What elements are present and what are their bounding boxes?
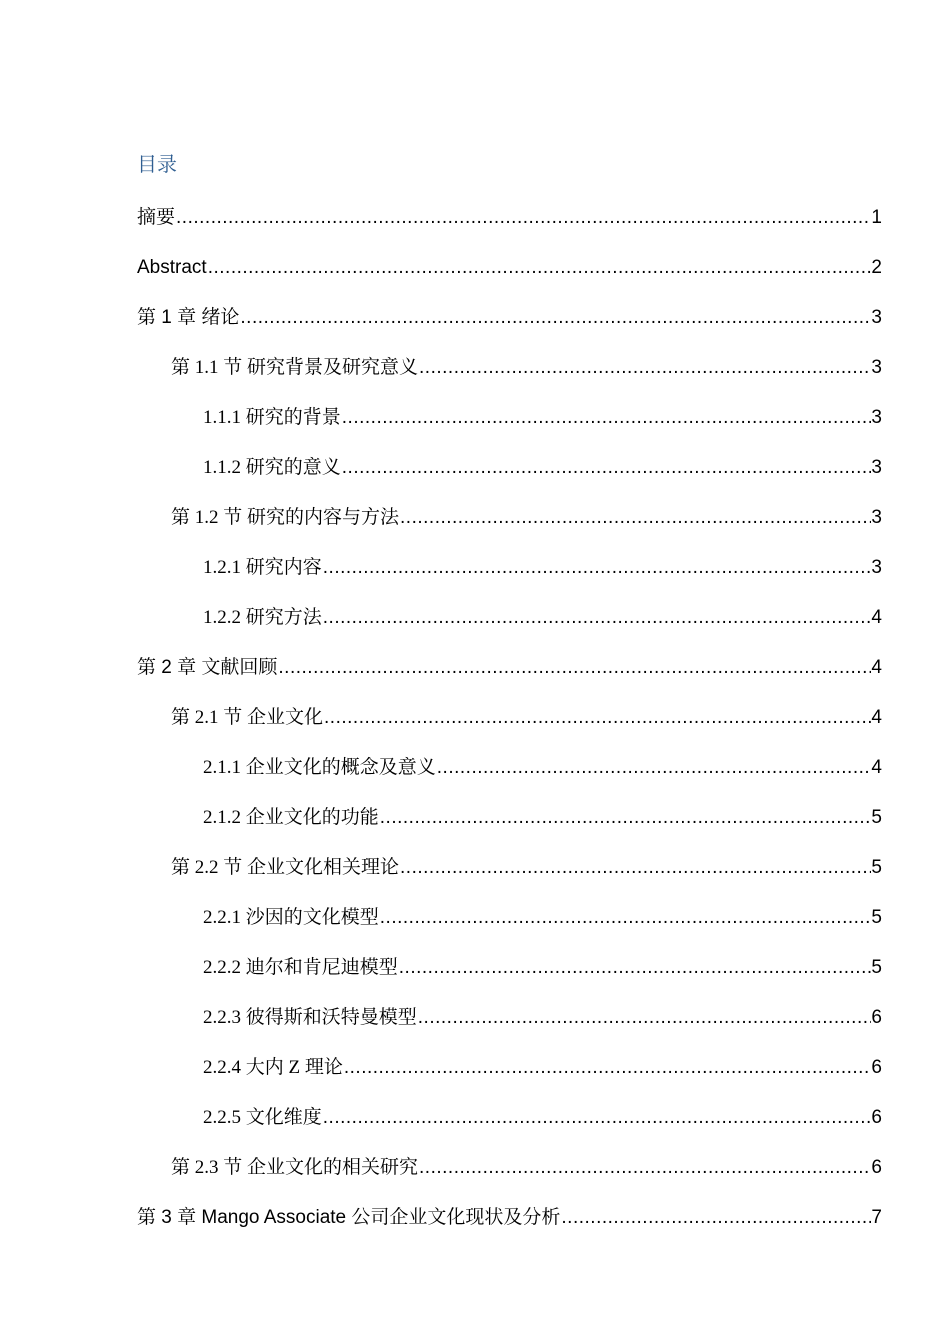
- toc-page-number: 7: [871, 1207, 882, 1228]
- toc-entry-title: 第 1.2 节 研究的内容与方法: [171, 507, 400, 528]
- toc-entry[interactable]: [137, 995, 882, 1045]
- toc-entry[interactable]: [137, 845, 882, 895]
- toc-dot-leader: [417, 995, 872, 1041]
- toc-page-number: 2: [871, 257, 882, 278]
- toc-dot-leader: [379, 895, 872, 941]
- toc-page-number: 6: [871, 1007, 882, 1028]
- toc-entry-title: 第 2 章 文献回顾: [137, 657, 278, 678]
- toc-entry[interactable]: [137, 695, 882, 745]
- toc-dot-leader: [323, 695, 871, 741]
- toc-dot-leader: [175, 195, 871, 241]
- toc-entry-title: Abstract: [137, 257, 207, 278]
- toc-page-number: 4: [871, 757, 882, 778]
- toc-page-number: 5: [871, 857, 882, 878]
- toc-entry-title: 2.2.3 彼得斯和沃特曼模型: [203, 1007, 417, 1028]
- toc-entry[interactable]: [137, 745, 882, 795]
- toc-entry-title: 1.1.2 研究的意义: [203, 457, 341, 478]
- toc-entry[interactable]: [137, 945, 882, 995]
- toc-dot-leader: [322, 595, 872, 641]
- toc-dot-leader: [207, 245, 872, 291]
- toc-dot-leader: [341, 395, 872, 441]
- toc-entry[interactable]: [137, 245, 882, 295]
- toc-entry[interactable]: [137, 795, 882, 845]
- toc-page-number: 5: [871, 957, 882, 978]
- toc-page-number: 3: [871, 457, 882, 478]
- toc-entry[interactable]: [137, 895, 882, 945]
- toc-dot-leader: [436, 745, 872, 791]
- toc-entry-title: 第 1.1 节 研究背景及研究意义: [171, 357, 419, 378]
- toc-dot-leader: [418, 345, 871, 391]
- toc-page-number: 6: [871, 1157, 882, 1178]
- toc-entry[interactable]: [137, 645, 882, 695]
- toc-dot-leader: [341, 445, 872, 491]
- toc-page-number: 1: [871, 207, 882, 228]
- toc-entry[interactable]: [137, 1195, 882, 1245]
- toc-page-number: 5: [871, 807, 882, 828]
- toc-dot-leader: [322, 545, 872, 591]
- toc-entry[interactable]: [137, 1145, 882, 1195]
- toc-entry[interactable]: [137, 345, 882, 395]
- toc-page-number: 4: [871, 657, 882, 678]
- toc-entry[interactable]: [137, 495, 882, 545]
- toc-entry[interactable]: [137, 445, 882, 495]
- toc-page-number: 3: [871, 307, 882, 328]
- toc-entry-title: 1.2.2 研究方法: [203, 607, 322, 628]
- toc-dot-leader: [399, 495, 871, 541]
- toc-entry-title: 2.2.1 沙因的文化模型: [203, 907, 379, 928]
- toc-entry-title: 2.1.2 企业文化的功能: [203, 807, 379, 828]
- toc-page-number: 4: [871, 607, 882, 628]
- toc-entry-title: 2.2.5 文化维度: [203, 1107, 322, 1128]
- toc-page-number: 3: [871, 407, 882, 428]
- toc-page-number: 3: [871, 557, 882, 578]
- toc-entry-title: 第 3 章 Mango Associate 公司企业文化现状及分析: [137, 1207, 561, 1228]
- toc-page-number: 3: [871, 357, 882, 378]
- toc-page-number: 6: [871, 1107, 882, 1128]
- toc-entry-title: 1.2.1 研究内容: [203, 557, 322, 578]
- toc-entry-title: 2.2.2 迪尔和肯尼迪模型: [203, 957, 398, 978]
- toc-entry-title: 2.2.4 大内 Z 理论: [203, 1057, 343, 1078]
- toc-entry[interactable]: [137, 1095, 882, 1145]
- toc-entry-title: 摘要: [137, 207, 176, 228]
- toc-entry-title: 第 2.2 节 企业文化相关理论: [171, 857, 400, 878]
- toc-entry[interactable]: [137, 595, 882, 645]
- toc-dot-leader: [343, 1045, 872, 1091]
- toc-entry-title: 第 2.3 节 企业文化的相关研究: [171, 1157, 419, 1178]
- toc-entry[interactable]: [137, 395, 882, 445]
- toc-entry-title: 第 2.1 节 企业文化: [171, 707, 324, 728]
- toc-entry-title: 1.1.1 研究的背景: [203, 407, 341, 428]
- toc-entry[interactable]: [137, 545, 882, 595]
- toc-dot-leader: [399, 845, 871, 891]
- toc-page-number: 5: [871, 907, 882, 928]
- toc-entry[interactable]: [137, 1045, 882, 1095]
- toc-dot-leader: [322, 1095, 872, 1141]
- table-of-contents: [137, 195, 882, 1245]
- toc-dot-leader: [239, 295, 871, 341]
- toc-entry[interactable]: [137, 195, 882, 245]
- toc-page-number: 4: [871, 707, 882, 728]
- toc-heading: 目录: [137, 152, 177, 176]
- toc-entry[interactable]: [137, 295, 882, 345]
- toc-dot-leader: [560, 1195, 871, 1241]
- toc-entry-title: 第 1 章 绪论: [137, 307, 240, 328]
- toc-dot-leader: [379, 795, 872, 841]
- toc-entry-title: 2.1.1 企业文化的概念及意义: [203, 757, 436, 778]
- toc-page-number: 3: [871, 507, 882, 528]
- toc-dot-leader: [418, 1145, 871, 1191]
- toc-dot-leader: [398, 945, 872, 991]
- toc-page-number: 6: [871, 1057, 882, 1078]
- toc-dot-leader: [277, 645, 871, 691]
